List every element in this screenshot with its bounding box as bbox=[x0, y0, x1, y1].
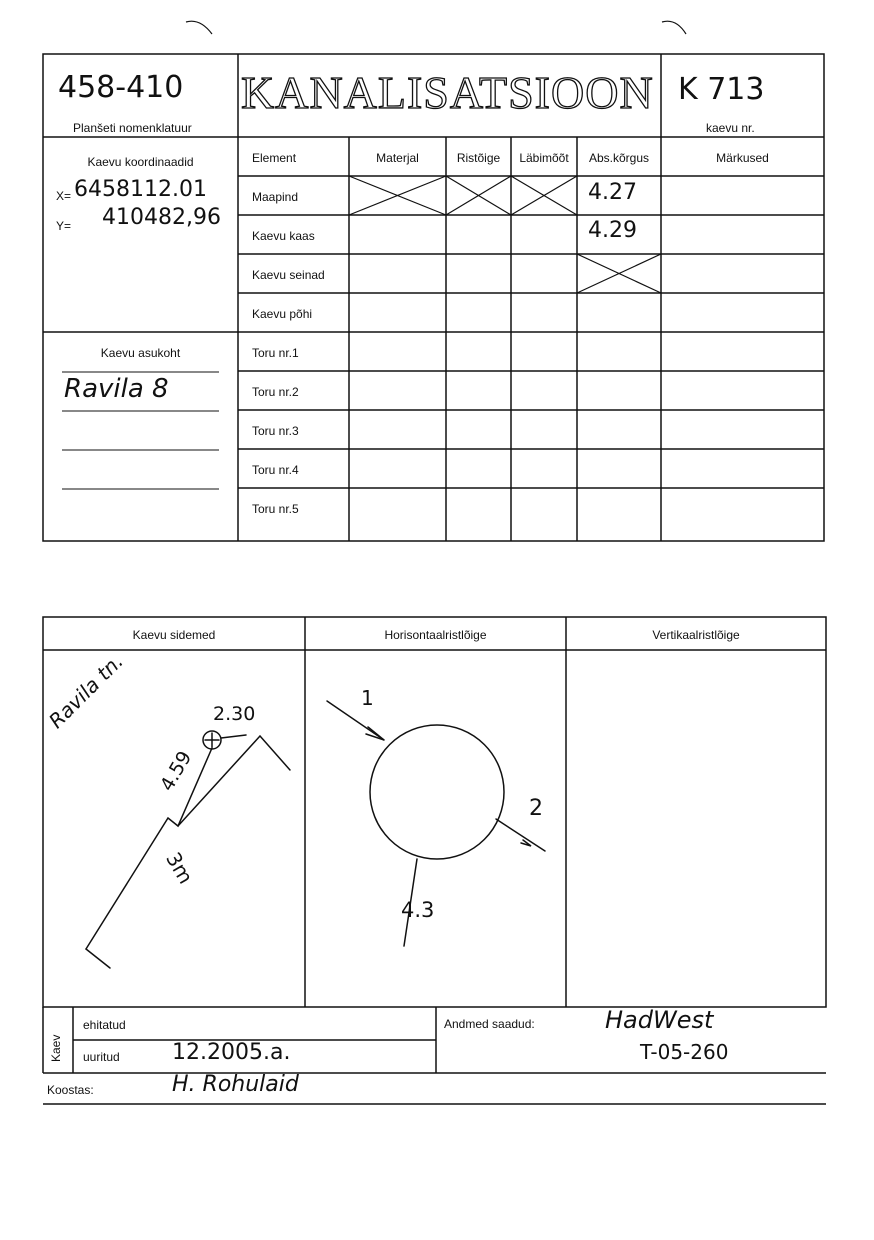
row-element: Kaevu põhi bbox=[252, 307, 313, 321]
distance-c: 3m bbox=[161, 848, 199, 888]
section-horizontal: Horisontaalristlõige bbox=[384, 628, 487, 642]
pipe-3-label: 4.3 bbox=[401, 898, 435, 922]
location-value: Ravila 8 bbox=[64, 374, 169, 404]
col-material: Materjal bbox=[376, 151, 419, 165]
col-cross-section: Ristõige bbox=[456, 151, 501, 165]
row-element: Toru nr.3 bbox=[252, 424, 299, 438]
built-label: ehitatud bbox=[83, 1018, 126, 1032]
y-value: 410482,96 bbox=[102, 205, 221, 230]
surveyed-label: uuritud bbox=[83, 1050, 120, 1064]
well-number-label: kaevu nr. bbox=[706, 121, 755, 135]
coords-label: Kaevu koordinaadid bbox=[87, 155, 194, 169]
col-remarks: Märkused bbox=[716, 151, 769, 165]
x-label: X= bbox=[56, 189, 72, 203]
compiled-value: H. Rohulaid bbox=[172, 1072, 299, 1097]
x-value: 6458112.01 bbox=[74, 177, 207, 202]
data-received-label: Andmed saadud: bbox=[444, 1017, 535, 1031]
pipe-1-label: 1 bbox=[361, 686, 374, 710]
nomenclature-label: Planšeti nomenklatuur bbox=[73, 121, 192, 135]
street-label: Ravila tn. bbox=[44, 649, 128, 733]
page-title: KANALISATSIOON bbox=[241, 67, 654, 118]
distance-a: 2.30 bbox=[213, 703, 256, 725]
surveyed-date: 12.2005.a. bbox=[172, 1040, 291, 1065]
compiled-label: Koostas: bbox=[47, 1083, 94, 1097]
well-number-value: K 713 bbox=[678, 72, 765, 107]
nomenclature-value: 458-410 bbox=[58, 70, 184, 105]
abs-height-ground: 4.27 bbox=[588, 180, 637, 205]
distance-b: 4.59 bbox=[156, 747, 197, 795]
row-element: Toru nr.4 bbox=[252, 463, 299, 477]
col-abs-height: Abs.kõrgus bbox=[588, 151, 650, 165]
row-element: Toru nr.1 bbox=[252, 346, 299, 360]
y-label: Y= bbox=[56, 219, 72, 233]
section-connections: Kaevu sidemed bbox=[132, 628, 216, 642]
row-element: Maapind bbox=[252, 190, 299, 204]
data-code: T-05-260 bbox=[640, 1040, 729, 1064]
pipe-2-label: 2 bbox=[529, 796, 543, 821]
location-label: Kaevu asukoht bbox=[100, 346, 181, 360]
row-element: Kaevu kaas bbox=[252, 229, 315, 243]
well-side-label: Kaev bbox=[49, 1034, 63, 1062]
row-element: Toru nr.2 bbox=[252, 385, 299, 399]
data-source: HadWest bbox=[605, 1006, 714, 1034]
col-diameter: Läbimõõt bbox=[519, 151, 569, 165]
row-element: Kaevu seinad bbox=[252, 268, 325, 282]
abs-height-cover: 4.29 bbox=[588, 218, 637, 243]
col-element: Element bbox=[252, 151, 297, 165]
section-vertical: Vertikaalristlõige bbox=[652, 628, 740, 642]
row-element: Toru nr.5 bbox=[252, 502, 299, 516]
